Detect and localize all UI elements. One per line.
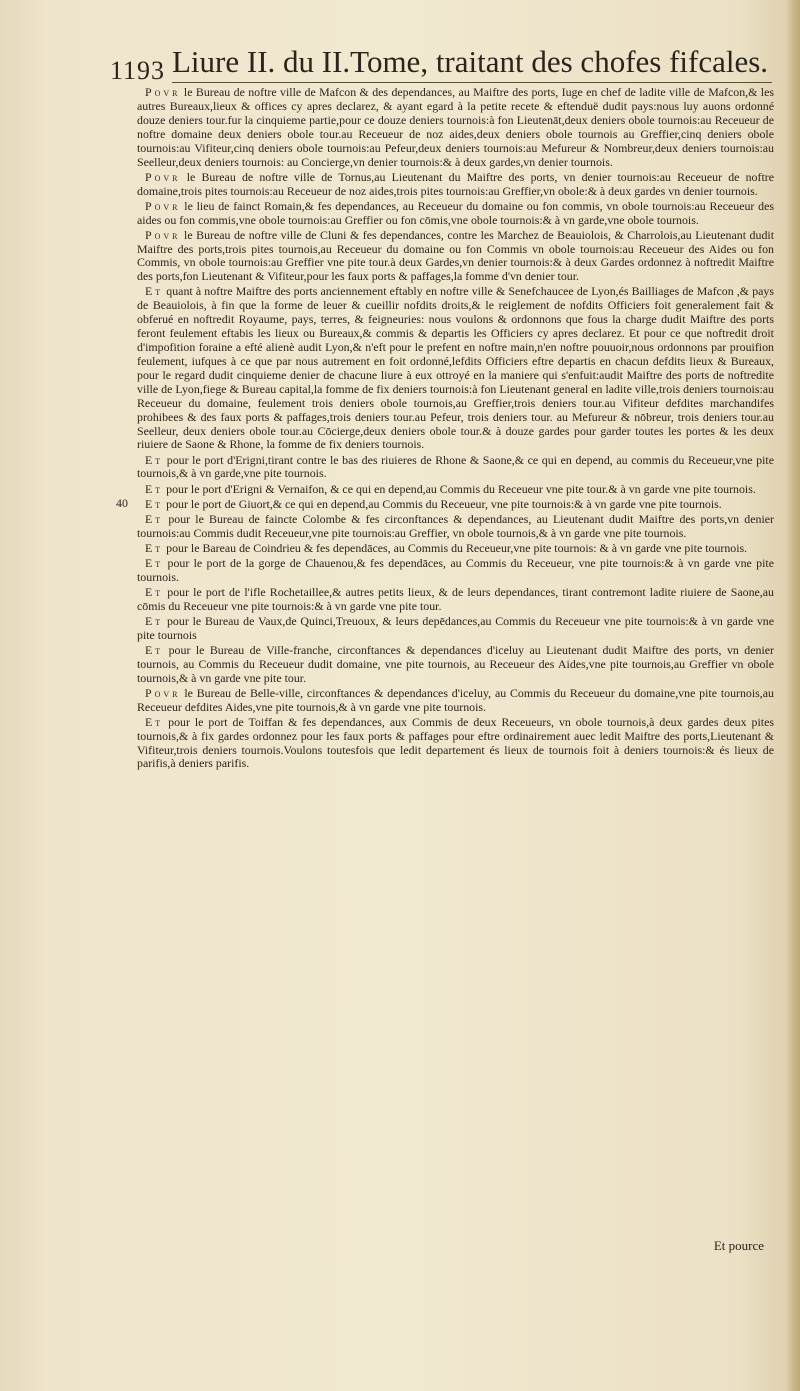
paragraph-text: pour le port de Toiffan & fes dependances, aux Commis de deux Receueurs, vn obole tournois,à deux gardes deux pites tournois,& à fix gardes ordonnez pour les faux ports & paffages pour eftre ordinairement auec ledit Maiftre des ports,Lieutenant & Vifiteur,trois deniers tournois.Voulons toutesfois que ledit departement és lieux de tournois foit à deniers tournois:& és lieux de parifis,à deniers parifis. bbox=[137, 714, 774, 771]
paragraph bbox=[137, 200, 774, 228]
paragraph-text: quant à noftre Maiftre des ports anciennement eftably en noftre ville & Senefchaucee de Lyon,és Bailliages de Mafcon ,& pays de Beauiolois, à fin que la forme de leuer & cueillir nofdits droits,& le reiglement de nofdits Officiers foit generalement fait & obferué en noftredit Royaume, pays, terres, & feigneuries: nous voulons & ordonnons que fous la charge dudit Maiftre des ports feront feulement eftabis les lieux ou Bureaux,& commis & departis les Officiers cy apres declarez. Et pour ce que noftredit droit d'impofition foraine a efté alienè audit Lyon,& n'eft pour le prefent en noftre main,n'en noftre pouuoir,nous ordonnons par prouifion feulement, iufques à ce que par nous autrement en foit ordonné,lefdits Officiers eftre departis en chacun defdits lieux & Bureaux, pour le regard dudit cinquieme denier de chacune liure à eux ottroyé en la maniere qui s'enfuit:audit Maiftre des ports de noftredite ville de Lyon,fiege & Bureau capital,la fomme de fix deniers tournois:à fon Lieutenant general en ladite ville,trois deniers tournois:au Receueur du domaine, feulement trois deniers obole tournois,au Greffier,trois deniers tour.au Vifiteur defdites marchandifes prohibees & des faux ports & paffages,trois deniers tour.au Pefeur, trois deniers tour. au Mefureur & nōbreur, trois deniers tour.au Seelleur, deux deniers obole tour.au Cōcierge,deux deniers obole tour.& à douze gardes pour garder toutes les portes & les deux riuiere de Saone & Rhone, la fomme de fix deniers tournois. bbox=[137, 284, 774, 452]
paragraph-lead: Et bbox=[145, 284, 164, 299]
paragraph bbox=[137, 716, 774, 772]
paragraph bbox=[137, 171, 774, 199]
paragraph-text: le Bureau de noftre ville de Mafcon & des dependances, au Maiftre des ports, Iuge en chef de ladite ville de Mafcon,& les autres Bureaux,lieux & offices cy apres declarez, & ayant egard à la petite recete & eftenduë dudit pays:nous luy auons ordonné douze deniers tour.fur la cinquieme partie,pour ce douze deniers tournois:à fon Lieutenāt,deux deniers obole tournois:au Receueur de noftre domaine deux deniers obole tour.au Receueur de noz aides,deux deniers obole tournois au Greffier,cinq deniers obole tournois:au Vifiteur,cinq deniers obole tournois:au Pefeur,deux deniers tournois:au Mefureur & Nombreur,deux deniers tournois:au Seelleur,deux deniers tournois: au Concierge,vn denier tournois:& à deux gardes,vn denier tournois. bbox=[137, 85, 774, 169]
paragraph-lead: Et bbox=[145, 714, 164, 729]
paragraph bbox=[137, 542, 774, 556]
paragraph-lead: Et bbox=[145, 540, 164, 555]
paragraph-lead: Et bbox=[145, 481, 164, 496]
running-head: Liure II. du II.Tome, traitant des chofes fifcales. bbox=[172, 44, 772, 83]
paragraph-lead: Povr bbox=[145, 85, 181, 99]
paragraph-lead: Et bbox=[145, 496, 164, 511]
paragraph bbox=[137, 513, 774, 541]
margin-line-number: 40 bbox=[116, 496, 128, 510]
paragraph-text: pour le port de Giuort,& ce qui en depend,au Commis du Receueur, vne pite tournois:& à vn garde vne pite tournois. bbox=[163, 496, 722, 511]
paragraph bbox=[137, 483, 774, 497]
paragraph bbox=[137, 285, 774, 452]
paragraph bbox=[137, 557, 774, 585]
paragraph-text: pour le port de l'ifle Rochetaillee,& autres petits lieux, & de leurs dependances, tirant contremont ladite riuiere de Saone,au cōmis du Receueur vne pite tournois:& à vn garde vne pite tour. bbox=[137, 584, 774, 613]
paragraph-text: pour le port de la gorge de Chauenou,& fes dependāces, au Commis du Receueur, vne pite tournois:& à vn garde vne pite tournois. bbox=[137, 555, 774, 584]
paragraph bbox=[137, 498, 774, 512]
paragraph-text: pour le Bureau de faincte Colombe & fes circonftances & dependances, au Lieutenant dudit Maiftre des ports,vn denier tournois:au Commis dudit Receueur,vne pite tournois:au Greffier, vn obole tournois,& à vn garde vne pite tournois. bbox=[137, 511, 774, 540]
paragraph-lead: Et bbox=[145, 584, 164, 599]
paragraph-lead: Et bbox=[145, 511, 164, 526]
paragraph-text: pour le Bureau de Ville-franche, circonftances & dependances d'iceluy au Lieutenant dudit Maiftre des ports, vn denier tournois, au Commis du Receueur dudit domaine, vne pite tournois, au Receueur des Aides,vne pite tournois,au Greffier vn obole tournois,& à vn garde vne pite tour. bbox=[137, 642, 774, 685]
paragraph-lead: Povr bbox=[145, 169, 181, 184]
paragraph bbox=[137, 229, 774, 285]
paragraph bbox=[137, 586, 774, 614]
paragraph bbox=[137, 615, 774, 643]
paragraph-text: le lieu de fainct Romain,& fes dependances, au Receueur du domaine ou fon commis, vn obole tournois:au Receueur des aides ou fon commis,vne obole tournois:au Greffier ou fon cōmis,vne obole tournois:& à vn garde,vne obole tournois. bbox=[137, 198, 774, 227]
body-text bbox=[137, 86, 774, 773]
paragraph bbox=[137, 687, 774, 715]
paragraph-lead: Et bbox=[145, 555, 164, 570]
paragraph-text: le Bureau de noftre ville de Cluni & fes dependances, contre les Marchez de Beauiolois, & Charrolois,au Lieutenant dudit Maiftre des ports,trois pites tournois,au Receueur du domaine ou fon Commis vn obole tournois:au Receueur des Aides ou fon Commis, vn obole tournois:au Greffier vne pite tour.à deux Gardes,vn denier tournois:& à deux Gardes ordonnez à noftredit Maiftre des ports,fon Lieutenant & Vifiteur,pour les faux ports & paffages,la fomme d'vn denier tour. bbox=[137, 227, 774, 284]
paragraph-lead: Povr bbox=[145, 685, 181, 700]
paragraph-text: le Bureau de noftre ville de Tornus,au Lieutenant du Maiftre des ports, vn denier tournois:au Receueur de noftre domaine,trois pites tournois:au Receueur de noz aides,trois pites tournois:au Greffier,vn obole:& à deux gardes vn denier tournois. bbox=[137, 169, 774, 198]
page-edge bbox=[786, 0, 800, 1391]
paragraph-lead: Et bbox=[145, 642, 164, 657]
paragraph-text: pour le Bureau de Vaux,de Quinci,Treuoux, & leurs depēdances,au Commis du Receueur vne pite tournois:& à vn garde vne pite tournois bbox=[137, 613, 774, 642]
paragraph-text: pour le port d'Erigni & Vernaifon, & ce qui en depend,au Commis du Receueur vne pite tour.& à vn garde vne pite tournois. bbox=[163, 481, 756, 496]
paragraph bbox=[137, 86, 774, 169]
paragraph-lead: Et bbox=[145, 613, 164, 628]
paragraph-text: pour le Bareau de Coindrieu & fes dependāces, au Commis du Receueur,vne pite tournois: & à vn garde vne pite tournois. bbox=[163, 540, 748, 555]
paragraph-text: pour le port d'Erigni,tirant contre le bas des riuieres de Rhone & Saone,& ce qui en depend, au commis du Receueur,vne pite tournois,& à vn garde,vne pite tournois. bbox=[137, 452, 774, 481]
paragraph-lead: Povr bbox=[145, 198, 181, 213]
paragraph-lead: Povr bbox=[145, 227, 181, 242]
paragraph bbox=[137, 644, 774, 686]
paragraph-lead: Et bbox=[145, 452, 164, 467]
page-number: 1193 bbox=[110, 56, 166, 85]
catchword: Et pource bbox=[713, 1238, 764, 1253]
paragraph bbox=[137, 454, 774, 482]
paragraph-text: le Bureau de Belle-ville, circonftances & dependances d'iceluy, au Commis du Receueur du domaine,vne pite tournois,au Receueur defdites Aides,vne pite tournois,& à vn garde vne pite tournois. bbox=[137, 685, 774, 714]
